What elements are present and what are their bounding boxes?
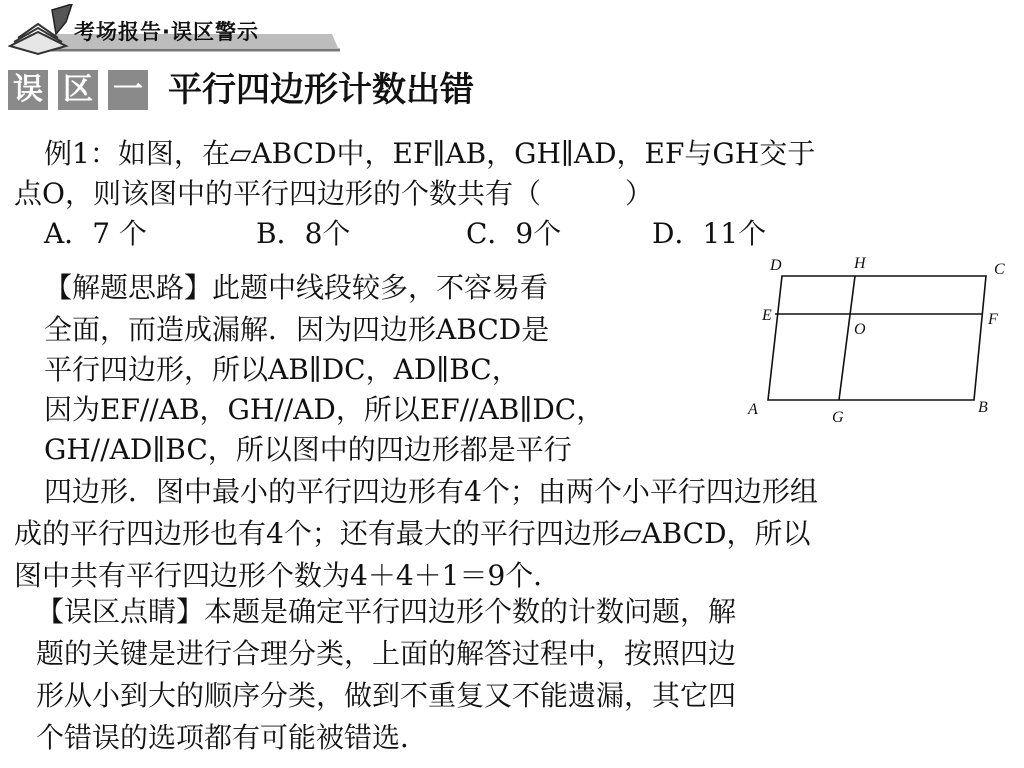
banner-title: 考场报告·误区警示	[74, 20, 259, 44]
example-question-line-1	[44, 134, 815, 174]
solution-line-5: GH//AD∥BC，所以图中的四边形都是平行	[44, 433, 572, 466]
comment-line-4: 个错误的选项都有可能被错选．	[36, 721, 429, 754]
label-e: E	[762, 307, 772, 324]
solution-line-8: 图中共有平行四边形个数为4＋4＋1＝9个．	[14, 559, 562, 592]
choice-a: A．7 个	[44, 217, 147, 250]
choice-c: C．9个	[466, 217, 562, 250]
section-tag-2: 区	[58, 70, 98, 110]
choice-b: B．8个	[256, 217, 351, 250]
parallelogram-abcd	[768, 276, 986, 400]
section-title: 平行四边形计数出错	[168, 70, 474, 110]
label-a: A	[748, 401, 758, 418]
solution-line-7: 成的平行四边形也有4个；还有最大的平行四边形▱ABCD，所以	[14, 517, 811, 550]
solution-line-6: 四边形．图中最小的平行四边形有4个；由两个小平行四边形组	[44, 475, 818, 508]
solution-line-3: 平行四边形，所以AB∥DC，AD∥BC，	[44, 353, 520, 386]
choices-row	[44, 214, 766, 254]
segment-gh	[839, 276, 855, 400]
section-tag-1: 误	[8, 70, 48, 110]
solution-line-2: 全面，而造成漏解．因为四边形ABCD是	[44, 313, 550, 346]
comment-line-3: 形从小到大的顺序分类，做到不重复又不能遗漏，其它四	[36, 679, 737, 712]
example-label: 例1：	[44, 137, 118, 170]
comment-line-1: 【误区点睛】本题是确定平行四边形个数的计数问题，解	[36, 595, 737, 628]
book-pen-icon	[10, 4, 72, 54]
parallelogram-figure	[742, 250, 1012, 430]
label-b: B	[978, 399, 988, 416]
label-d: D	[770, 257, 782, 274]
solution-line-1: 【解题思路】此题中线段较多，不容易看	[44, 271, 549, 304]
comment-line-2: 题的关键是进行合理分类，上面的解答过程中，按照四边	[36, 637, 737, 670]
label-h: H	[854, 255, 866, 272]
label-g: G	[832, 409, 844, 426]
label-f: F	[988, 311, 998, 328]
section-tag-3: 一	[108, 70, 148, 110]
label-c: C	[994, 261, 1005, 278]
choice-d: D．11个	[652, 217, 767, 250]
label-o: O	[854, 321, 866, 338]
example-q1: 如图，在▱ABCD中，EF∥AB，GH∥AD，EF与GH交于	[117, 137, 816, 170]
example-question-line-2: 点O，则该图中的平行四边形的个数共有（ ）	[14, 177, 653, 210]
solution-line-4: 因为EF//AB，GH//AD，所以EF//AB∥DC，	[44, 393, 605, 426]
